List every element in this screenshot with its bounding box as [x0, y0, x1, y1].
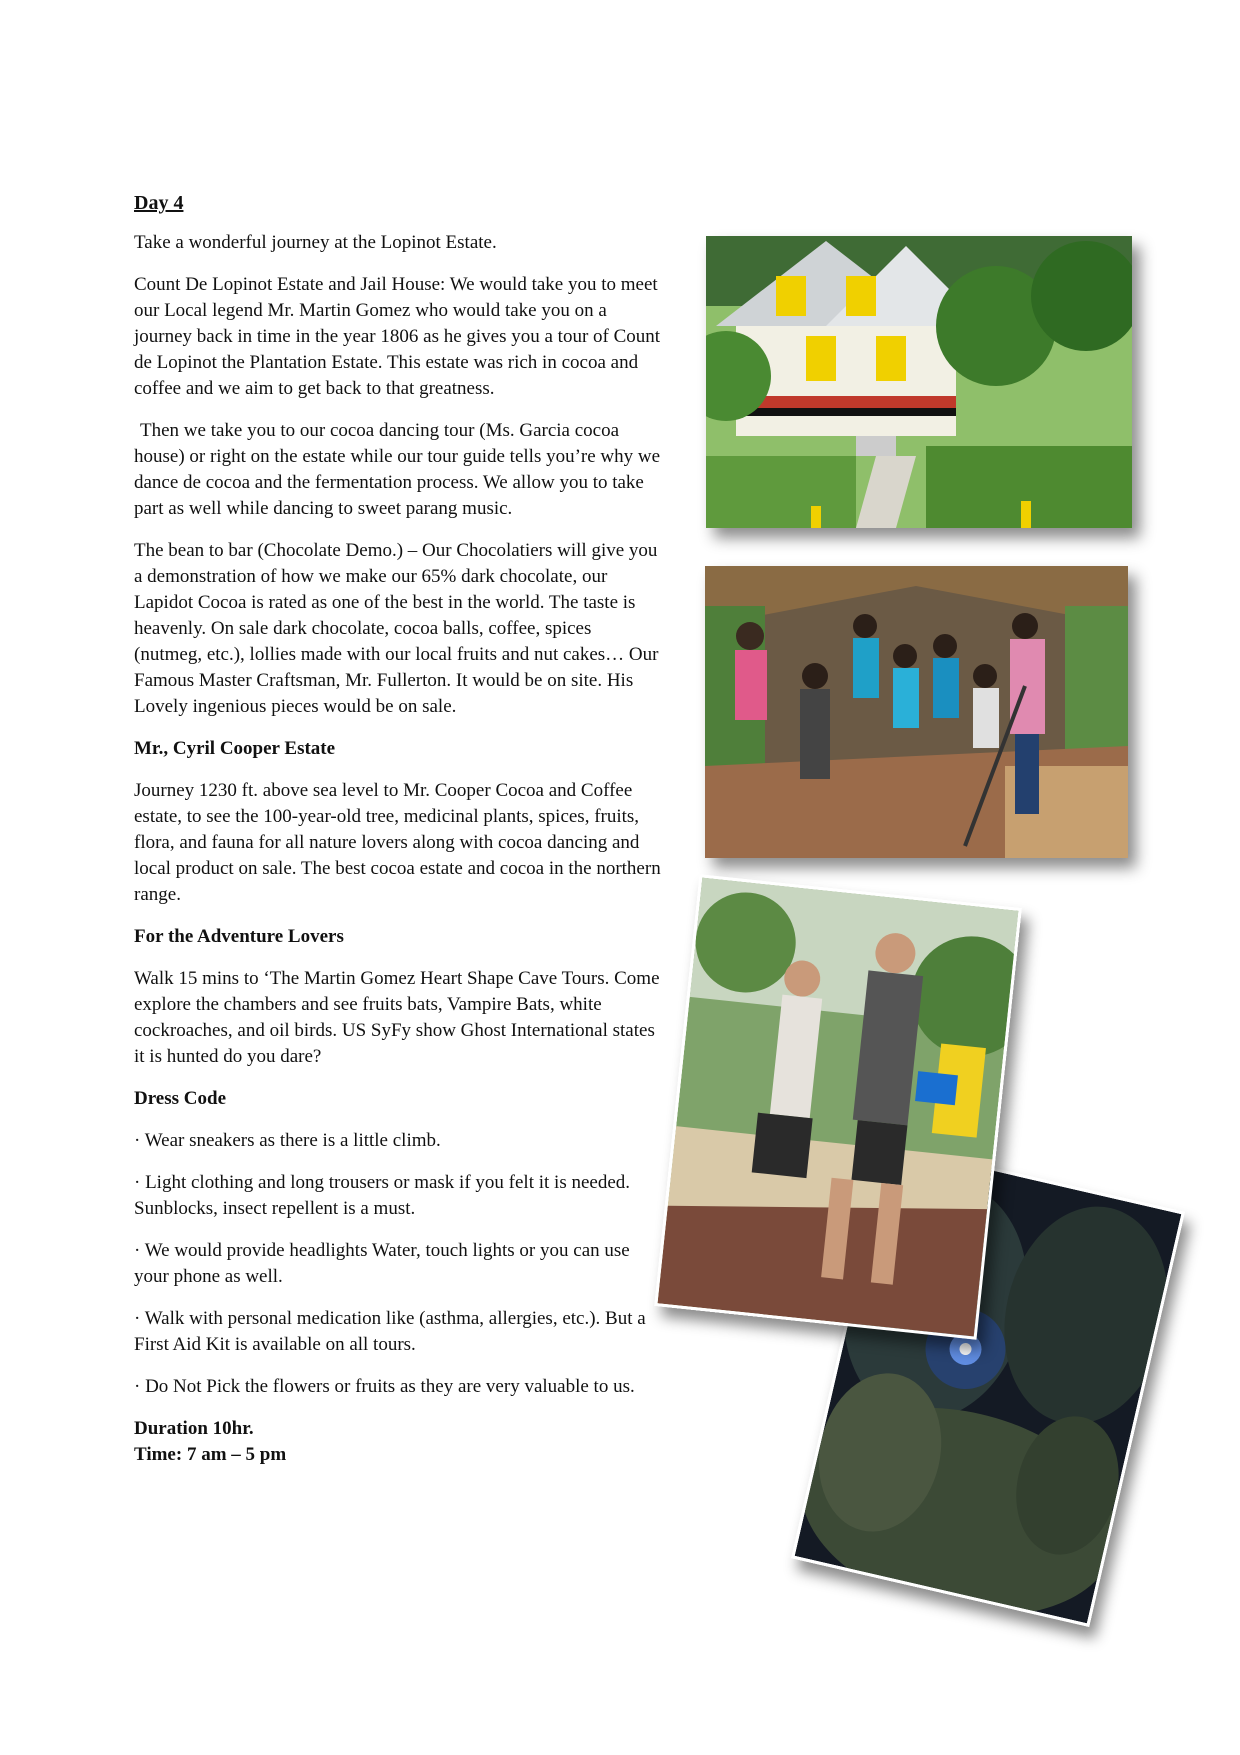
intro-paragraph: Take a wonderful journey at the Lopinot Estate.	[134, 232, 497, 253]
dress-item: · Light clothing and long trousers or mask if you felt it is needed. Sunblocks, insect repellent is a must.	[134, 1172, 631, 1219]
cooper-paragraph: Journey 1230 ft. above sea level to Mr. Cooper Cocoa and Coffee estate, to see the 100-year-old tree, medicinal plants, spices, fruits, flora, and fauna for all nature lovers along with cocoa dancing and local product on sale. The best cocoa estate and cocoa in the northern range.	[134, 780, 661, 905]
dress-item: · Walk with personal medication like (asthma, allergies, etc.). But a First Aid Kit is available on all tours.	[134, 1308, 646, 1355]
adventure-paragraph: Walk 15 mins to ‘The Martin Gomez Heart Shape Cave Tours. Come explore the chambers and see fruits bats, Vampire Bats, white cockroaches, and oil birds. US SyFy show Ghost International states it is hunted do you dare?	[134, 968, 660, 1067]
time-range: Time: 7 am – 5 pm	[134, 1444, 287, 1465]
adventure-heading: For the Adventure Lovers	[134, 926, 344, 947]
dress-item: · We would provide headlights Water, touch lights or you can use your phone as well.	[134, 1240, 630, 1287]
day-heading: Day 4	[134, 192, 184, 214]
estate-house-photo	[706, 236, 1132, 528]
dress-item: · Do Not Pick the flowers or fruits as they are very valuable to us.	[134, 1376, 635, 1397]
dress-item: · Wear sneakers as there is a little climb.	[134, 1130, 441, 1151]
duration: Duration 10hr.	[134, 1418, 254, 1439]
itinerary-text	[134, 190, 664, 1468]
cooper-heading: Mr., Cyril Cooper Estate	[134, 738, 336, 759]
cocoa-dancing-photo	[705, 566, 1128, 858]
cocoa-beans-photo	[654, 874, 1022, 1339]
dress-code-heading: Dress Code	[134, 1088, 227, 1109]
bean-to-bar-paragraph: The bean to bar (Chocolate Demo.) – Our Chocolatiers will give you a demonstration of how we make our 65% dark chocolate, our Lapidot Cocoa is rated as one of the best in the world. The taste is heavenly. On sale dark chocolate, cocoa balls, coffee, spices (nutmeg, etc.), lollies made with our local fruits and nut cakes… Our Famous Master Craftsman, Mr. Fullerton. It would be on site. His Lovely ingenious pieces would be on sale.	[134, 540, 659, 717]
cocoa-dancing-paragraph: Then we take you to our cocoa dancing tour (Ms. Garcia cocoa house) or right on the estate while our tour guide tells you’re why we dance de cocoa and the fermentation process. We allow you to take part as well while dancing to sweet parang music.	[134, 420, 661, 519]
lopinot-paragraph: Count De Lopinot Estate and Jail House: We would take you to meet our Local legend Mr. Martin Gomez who would take you on a journey back in time in the year 1806 as he gives you a tour of Count de Lopinot the Plantation Estate. This estate was rich in cocoa and coffee and we aim to get back to that greatness.	[134, 274, 661, 399]
